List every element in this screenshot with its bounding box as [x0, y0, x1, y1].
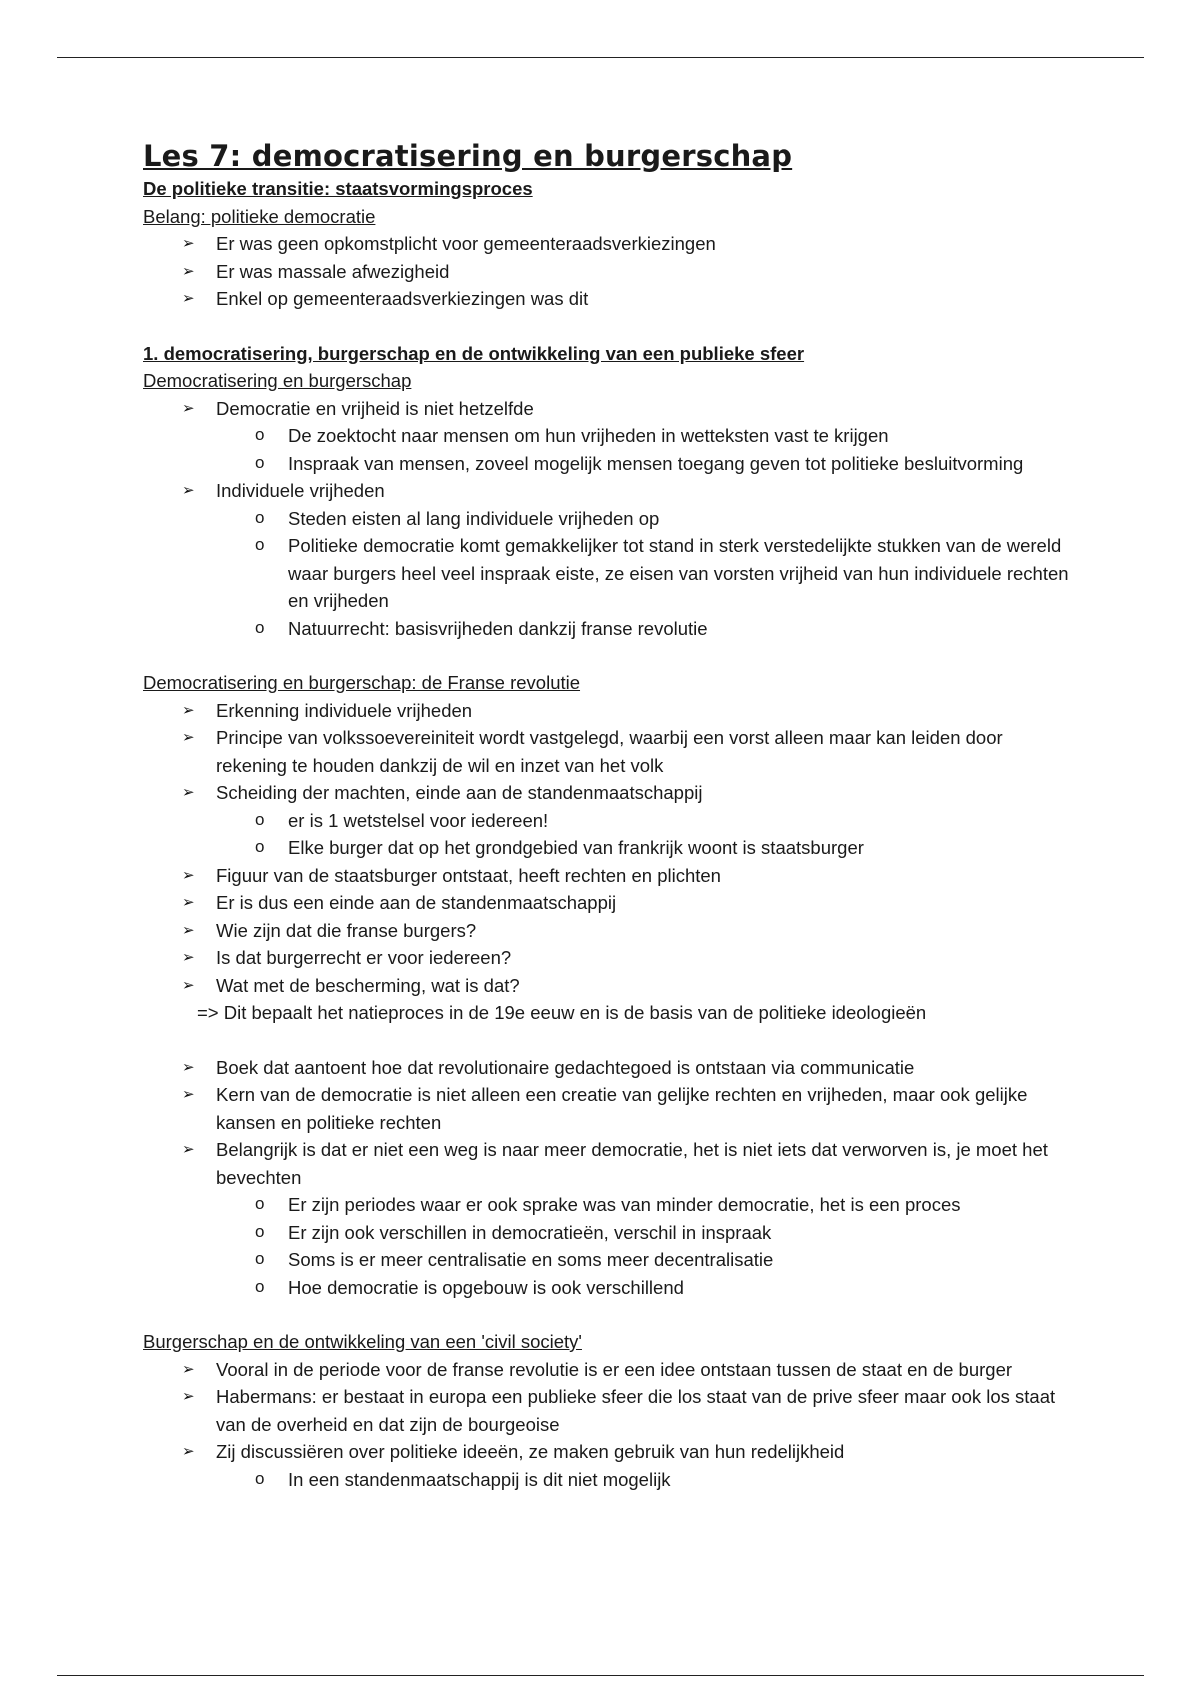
list-item: ➢ Individuele vrijheden o Steden eisten al lang individuele vrijheden op o Politieke democratie komt gemakkelijker tot stand in sterk verstedelijkte stukken van de wereld waar burgers heel veel inspraak eiste, ze eisen van vorsten vrijheid van hun individuele rechten en vrijheden o Natuurrecht: basisvrijheden dankzij franse revolutie — [143, 477, 1073, 642]
list-item: ➢ Zij discussiëren over politieke ideeën, ze maken gebruik van hun redelijkheid o In een standenmaatschappij is dit niet mogelijk — [143, 1438, 1073, 1493]
sub1-heading: Democratisering en burgerschap — [143, 370, 412, 391]
sublist — [216, 422, 1073, 477]
sub1-list — [143, 395, 1073, 643]
sub-list-item: o Steden eisten al lang individuele vrijheden op — [143, 505, 1073, 533]
header-rule — [57, 57, 1144, 58]
sub-list-item: o Natuurrecht: basisvrijheden dankzij franse revolutie — [143, 615, 1073, 643]
list-item: ➢ Is dat burgerrecht er voor iedereen? — [143, 944, 1073, 972]
list-item: ➢ Principe van volkssoevereiniteit wordt vastgelegd, waarbij een vorst alleen maar kan leiden door rekening te houden dankzij de wil en inzet van het volk — [143, 724, 1073, 779]
list-item: ➢ Democratie en vrijheid is niet hetzelfde o De zoektocht naar mensen om hun vrijheden in wetteksten vast te krijgen o Inspraak van mensen, zoveel mogelijk mensen toegang geven tot politieke besluitvorming — [143, 395, 1073, 478]
footer-rule — [57, 1675, 1144, 1676]
list-item: ➢ Vooral in de periode voor de franse revolutie is er een idee ontstaan tussen de staat en de burger — [143, 1356, 1073, 1384]
sublist — [216, 1191, 1073, 1301]
list-item: ➢ Er is dus een einde aan de standenmaatschappij — [143, 889, 1073, 917]
sub-list-item: o Er zijn ook verschillen in democratieën, verschil in inspraak — [143, 1219, 1073, 1247]
sub-list-item: o De zoektocht naar mensen om hun vrijheden in wetteksten vast te krijgen — [143, 422, 1073, 450]
sub-list-item: o er is 1 wetstelsel voor iedereen! — [143, 807, 1073, 835]
list-item: ➢ Habermans: er bestaat in europa een publieke sfeer die los staat van de prive sfeer maar ook los staat van de overheid en dat zijn de bourgeoise — [143, 1383, 1073, 1438]
sublist — [216, 807, 1073, 862]
document-page — [143, 138, 1073, 1493]
conclusion-note: => Dit bepaalt het natieproces in de 19e eeuw en is de basis van de politieke ideologieën — [197, 1002, 927, 1023]
sub-list-item: o Hoe democratie is opgebouw is ook verschillend — [143, 1274, 1073, 1302]
sublist — [216, 1466, 1073, 1494]
list-item: ➢ Figuur van de staatsburger ontstaat, heeft rechten en plichten — [143, 862, 1073, 890]
sub-list-item: o Inspraak van mensen, zoveel mogelijk mensen toegang geven tot politieke besluitvorming — [143, 450, 1073, 478]
list-item: ➢ Wie zijn dat die franse burgers? — [143, 917, 1073, 945]
sub-list-item: o Er zijn periodes waar er ook sprake was van minder democratie, het is een proces — [143, 1191, 1073, 1219]
section1-heading: 1. democratisering, burgerschap en de ontwikkeling van een publieke sfeer — [143, 342, 805, 364]
sub-list-item: o Soms is er meer centralisatie en soms meer decentralisatie — [143, 1246, 1073, 1274]
intro-list — [143, 230, 1073, 313]
list-item: ➢ Scheiding der machten, einde aan de standenmaatschappij o er is 1 wetstelsel voor iedereen! o Elke burger dat op het grondgebied van frankrijk woont is staatsburger — [143, 779, 1073, 862]
sub-list-item: o In een standenmaatschappij is dit niet mogelijk — [143, 1466, 1073, 1494]
page-subtitle: De politieke transitie: staatsvormingsproces — [143, 178, 533, 199]
list-item: ➢ Er was geen opkomstplicht voor gemeenteraadsverkiezingen — [143, 230, 1073, 258]
sub2-list — [143, 697, 1073, 1000]
sub2-heading: Democratisering en burgerschap: de Franse revolutie — [143, 672, 581, 693]
sub-list-item: o Politieke democratie komt gemakkelijker tot stand in sterk verstedelijkte stukken van de wereld waar burgers heel veel inspraak eiste, ze eisen van vorsten vrijheid van hun individuele rechten en vrijheden — [143, 532, 1073, 615]
sub2-list-continued — [143, 1054, 1073, 1302]
sub3-list — [143, 1356, 1073, 1494]
page-title: Les 7: democratisering en burgerschap — [143, 139, 793, 173]
list-item: ➢ Belangrijk is dat er niet een weg is naar meer democratie, het is niet iets dat verworven is, je moet het bevechten o Er zijn periodes waar er ook sprake was van minder democratie, het is een proces o Er zijn ook verschillen in democratieën, verschil in inspraak o Soms is er meer centralisatie en soms meer decentralisatie o Hoe democratie is opgebouw is ook verschillend — [143, 1136, 1073, 1301]
list-item: ➢ Enkel op gemeenteraadsverkiezingen was dit — [143, 285, 1073, 313]
list-item: ➢ Wat met de bescherming, wat is dat? — [143, 972, 1073, 1000]
intro-heading: Belang: politieke democratie — [143, 205, 376, 227]
list-item: ➢ Erkenning individuele vrijheden — [143, 697, 1073, 725]
list-item: ➢ Er was massale afwezigheid — [143, 258, 1073, 286]
sublist — [216, 505, 1073, 643]
list-item: ➢ Kern van de democratie is niet alleen een creatie van gelijke rechten en vrijheden, maar ook gelijke kansen en politieke rechten — [143, 1081, 1073, 1136]
list-item: ➢ Boek dat aantoent hoe dat revolutionaire gedachtegoed is ontstaan via communicatie — [143, 1054, 1073, 1082]
sub3-heading: Burgerschap en de ontwikkeling van een 'civil society' — [143, 1331, 582, 1352]
sub-list-item: o Elke burger dat op het grondgebied van frankrijk woont is staatsburger — [143, 834, 1073, 862]
